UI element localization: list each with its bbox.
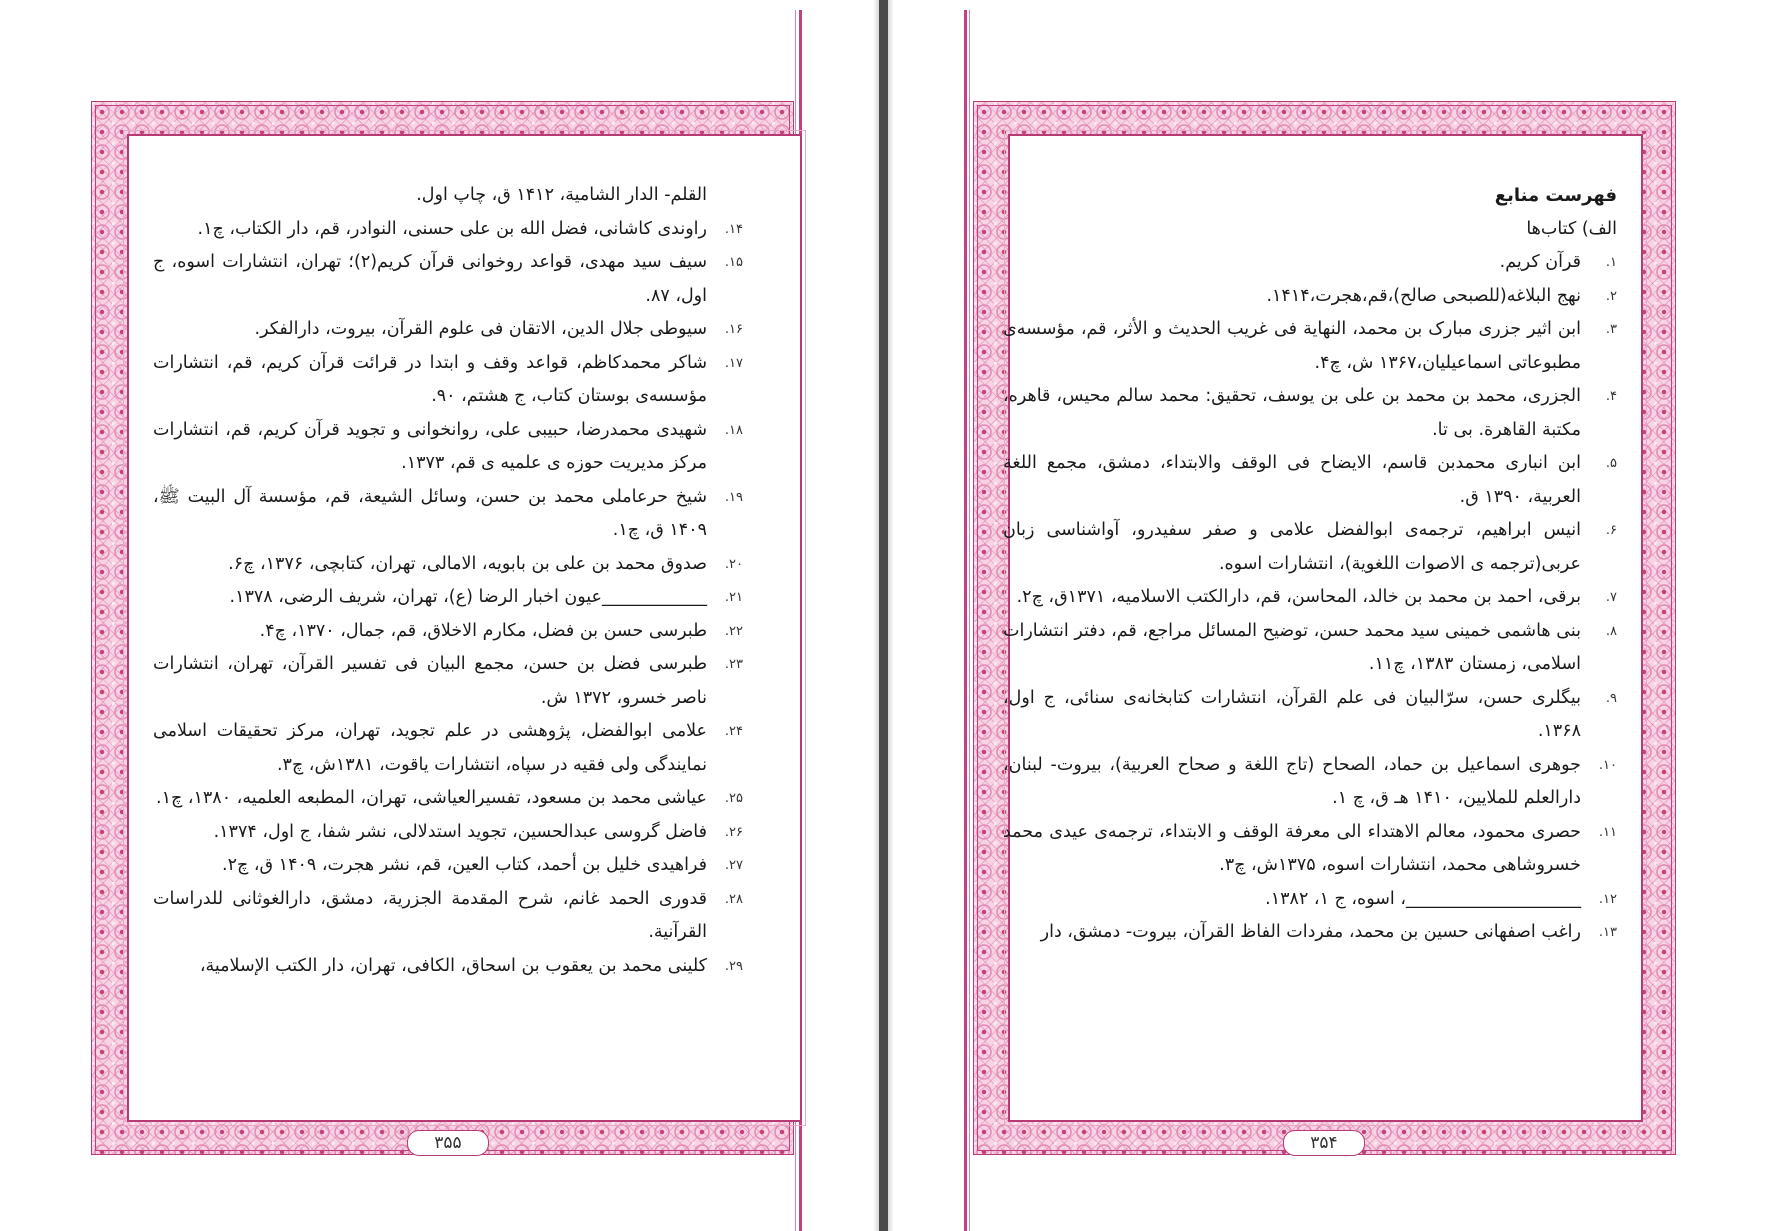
reference-number: ۲۹.: [724, 958, 743, 974]
page-number-text: ۳۵۵: [434, 1133, 462, 1153]
reference-number: ۱.: [1605, 255, 1617, 270]
reference-number: ۲۶.: [724, 824, 743, 840]
right-page-number: [1283, 1130, 1365, 1156]
reference-text: نهج البلاغه(للصبحی صالح)،قم،هجرت،۱۴۱۴.: [1266, 285, 1581, 306]
left-reference-list: [153, 213, 743, 984]
reference-text: حصری محمود، معالم الاهتداء الی معرفة الوقف و الابتداء، ترجمه‌ی عیدی محمد خسروشاهی محمد، انتشارات اسوه، ۱۳۷۵ش، چ۳.: [1003, 821, 1581, 875]
left-page-content: [153, 179, 743, 983]
reference-item: [1003, 615, 1617, 682]
reference-text: شهیدی محمدرضا، حبیبی علی، روانخوانی و تجوید قرآن کریم، قم، انتشارات مرکز مدیریت حوزه ی علمیه ی قم، ۱۳۷۳.: [153, 419, 707, 473]
reference-number: ۲۰.: [724, 556, 743, 572]
reference-number: ۱۲.: [1598, 891, 1617, 907]
reference-number: ۱۰.: [1598, 757, 1617, 773]
reference-text: راغب اصفهانی حسین بن محمد، مفردات الفاظ القرآن، بیروت- دمشق، دار: [1040, 922, 1581, 942]
reference-item: [153, 615, 743, 649]
reference-number: ۱۷.: [724, 355, 743, 371]
reference-item: [1003, 380, 1617, 447]
reference-item: [1003, 749, 1617, 816]
reference-text: طبرسی فضل بن حسن، مجمع البیان فی تفسیر القرآن، تهران، انتشارات ناصر خسرو، ۱۳۷۲ ش.: [153, 654, 707, 708]
reference-item: [1003, 916, 1617, 950]
reference-text: بیگلری حسن، سرّالبیان فی علم القرآن، انتشارات کتابخانه‌ی سنائی، ج اول، ۱۳۶۸.: [1003, 687, 1581, 741]
reference-text: ____________________، اسوه، ج ۱، ۱۳۸۲.: [1265, 888, 1581, 909]
reference-text: طبرسی حسن بن فضل، مکارم الاخلاق، قم، جمال، ۱۳۷۰، چ۴.: [259, 620, 707, 641]
reference-text: کلینی محمد بن یعقوب بن اسحاق، الکافی، تهران، دار الکتب الإسلامیة،: [199, 955, 707, 976]
reference-item: [1003, 514, 1617, 581]
reference-item: [1003, 447, 1617, 514]
reference-item: [1003, 883, 1617, 917]
reference-number: ۱۵.: [724, 255, 743, 270]
reference-number: ۱۹.: [724, 489, 743, 505]
reference-number: ۴.: [1605, 389, 1617, 404]
reference-item: [1003, 246, 1617, 280]
reference-number: ۵.: [1605, 456, 1617, 471]
reference-number: ۲۱.: [724, 590, 743, 605]
reference-number: ۶.: [1605, 523, 1617, 538]
reference-item: [153, 950, 743, 984]
reference-text: فراهیدی خلیل بن أحمد، کتاب العین، قم، نشر هجرت، ۱۴۰۹ ق، چ۲.: [222, 855, 707, 875]
reference-number: ۳.: [1605, 322, 1617, 337]
reference-item: [153, 648, 743, 715]
reference-item: [153, 414, 743, 481]
reference-number: ۲۸.: [724, 891, 743, 907]
reference-item: [153, 849, 743, 883]
right-page-edge-line: [964, 10, 967, 1231]
reference-number: ۸.: [1605, 623, 1617, 639]
reference-item: [153, 782, 743, 816]
reference-number: ۹.: [1605, 690, 1617, 706]
reference-number: ۱۱.: [1598, 824, 1617, 840]
reference-item: [153, 481, 743, 548]
reference-number: ۲۴.: [724, 724, 743, 739]
right-page-content: [1003, 179, 1617, 950]
reference-text: فاضل گروسی عبدالحسین، تجوید استدلالی، نشر شفا، ج اول، ۱۳۷۴.: [213, 821, 707, 842]
reference-item: [153, 548, 743, 582]
right-page-edge-line-thin: [969, 10, 970, 1231]
reference-item: [153, 246, 743, 313]
reference-text: عیاشی محمد بن مسعود، تفسیرالعیاشی، تهران، المطبعه العلمیه، ۱۳۸۰، چ۱.: [156, 788, 707, 808]
reference-text: ابن انباری محمدبن قاسم، الایضاح فی الوقف والابتداء، دمشق، مجمع اللغة العربیة، ۱۳۹۰ ق.: [1003, 453, 1581, 507]
reference-number: ۷.: [1605, 590, 1617, 605]
continued-reference: القلم- الدار الشامیة، ۱۴۱۲ ق، چاپ اول.: [416, 185, 707, 205]
reference-item: [1003, 313, 1617, 380]
reference-text: برقی، احمد بن محمد بن خالد، المحاسن، قم، دارالکتب الاسلامیه، ۱۳۷۱ق، چ۲.: [1016, 587, 1581, 607]
book-gutter: [879, 0, 888, 1231]
reference-text: قرآن کریم.: [1499, 252, 1581, 272]
reference-text: الجزری، محمد بن محمد بن علی بن یوسف، تحقیق: محمد سالم محیس، قاهره، مکتبة القاهرة. بی تا.: [1003, 386, 1581, 440]
reference-number: ۲۷.: [724, 858, 743, 873]
reference-number: ۲۵.: [724, 791, 743, 806]
reference-text: جوهری اسماعیل بن حماد، الصحاح (تاج اللغة و صحاح العربیة)، بیروت- لبنان، دارالعلم للملایین، ۱۴۱۰ ه‍ـ ق، چ ۱.: [1003, 754, 1581, 808]
reference-text: ابن اثیر جزری مبارک بن محمد، النهایة فی غریب الحدیث و الأثر، قم، مؤسسه‌ی مطبوعاتی اسماعیلیان،۱۳۶۷ ش، چ۴.: [1003, 319, 1581, 373]
reference-item: [1003, 581, 1617, 615]
reference-text: قدوری الحمد غانم، شرح المقدمة الجزریة، دمشق، دارالغوثانی للدراسات القرآنیة.: [153, 888, 707, 942]
page-number-text: ۳۵۴: [1310, 1133, 1338, 1153]
reference-item: [153, 816, 743, 850]
reference-text: انیس ابراهیم، ترجمه‌ی ابوالفضل علامی و صفر سفیدرو، آواشناسی زبان عربی(ترجمه ی الاصوات اللغویة)، انتشارات اسوه.: [1003, 520, 1581, 574]
reference-text: سیوطی جلال الدین، الاتقان فی علوم القرآن، بیروت، دارالفکر.: [254, 319, 707, 339]
reference-number: ۱۳.: [1598, 925, 1617, 940]
reference-number: ۲۳.: [724, 657, 743, 672]
reference-item: [1003, 816, 1617, 883]
reference-number: ۱۶.: [724, 322, 743, 337]
books-subheading: الف) کتاب‌ها: [1526, 218, 1617, 239]
reference-text: ____________عیون اخبار الرضا (ع)، تهران، شریف الرضی، ۱۳۷۸.: [229, 587, 707, 607]
bibliography-heading: فهرست منابع: [1494, 185, 1617, 206]
reference-text: شاکر محمدکاظم، قواعد وقف و ابتدا در قرائت قرآن کریم، قم، انتشارات مؤسسه‌ی بوستان کتاب، ج هشتم، ۹۰.: [153, 352, 707, 406]
reference-item: [153, 883, 743, 950]
reference-number: ۲.: [1605, 288, 1617, 304]
reference-number: ۲۲.: [724, 623, 743, 639]
reference-text: سیف سید مهدی، قواعد روخوانی قرآن کریم(۲)؛ تهران، انتشارات اسوه، ج اول، ۸۷.: [153, 252, 707, 306]
reference-item: [153, 715, 743, 782]
reference-text: علامی ابوالفضل، پژوهشی در علم تجوید، تهران، مرکز تحقیقات اسلامی نمایندگی ولی فقیه در سپاه، انتشارات یاقوت، ۱۳۸۱ش، چ۳.: [153, 721, 707, 775]
right-reference-list: [1003, 246, 1617, 950]
reference-text: شیخ حرعاملی محمد بن حسن، وسائل الشیعة، قم، مؤسسة آل البیت ﷺ، ۱۴۰۹ ق، چ۱.: [153, 486, 707, 540]
reference-item: [153, 313, 743, 347]
reference-number: ۱۴.: [724, 221, 743, 237]
reference-item: [153, 581, 743, 615]
reference-item: [1003, 682, 1617, 749]
reference-text: صدوق محمد بن علی بن بابویه، الامالی، تهران، کتابچی، ۱۳۷۶، چ۶.: [228, 553, 707, 574]
reference-item: [153, 213, 743, 247]
reference-item: [1003, 280, 1617, 314]
left-page-number: [407, 1130, 489, 1156]
gutter-shadow-right: [888, 0, 894, 1231]
reference-text: راوندی کاشانی، فضل الله بن علی حسنی، النوادر، قم، دار الکتاب، چ۱.: [197, 218, 707, 239]
reference-number: ۱۸.: [724, 422, 743, 438]
reference-item: [153, 347, 743, 414]
reference-text: بنی هاشمی خمینی سید محمد حسن، توضیح المسائل مراجع، قم، دفتر انتشارات اسلامی، زمستان ۱۳۸۳، چ۱۱.: [1003, 620, 1581, 674]
